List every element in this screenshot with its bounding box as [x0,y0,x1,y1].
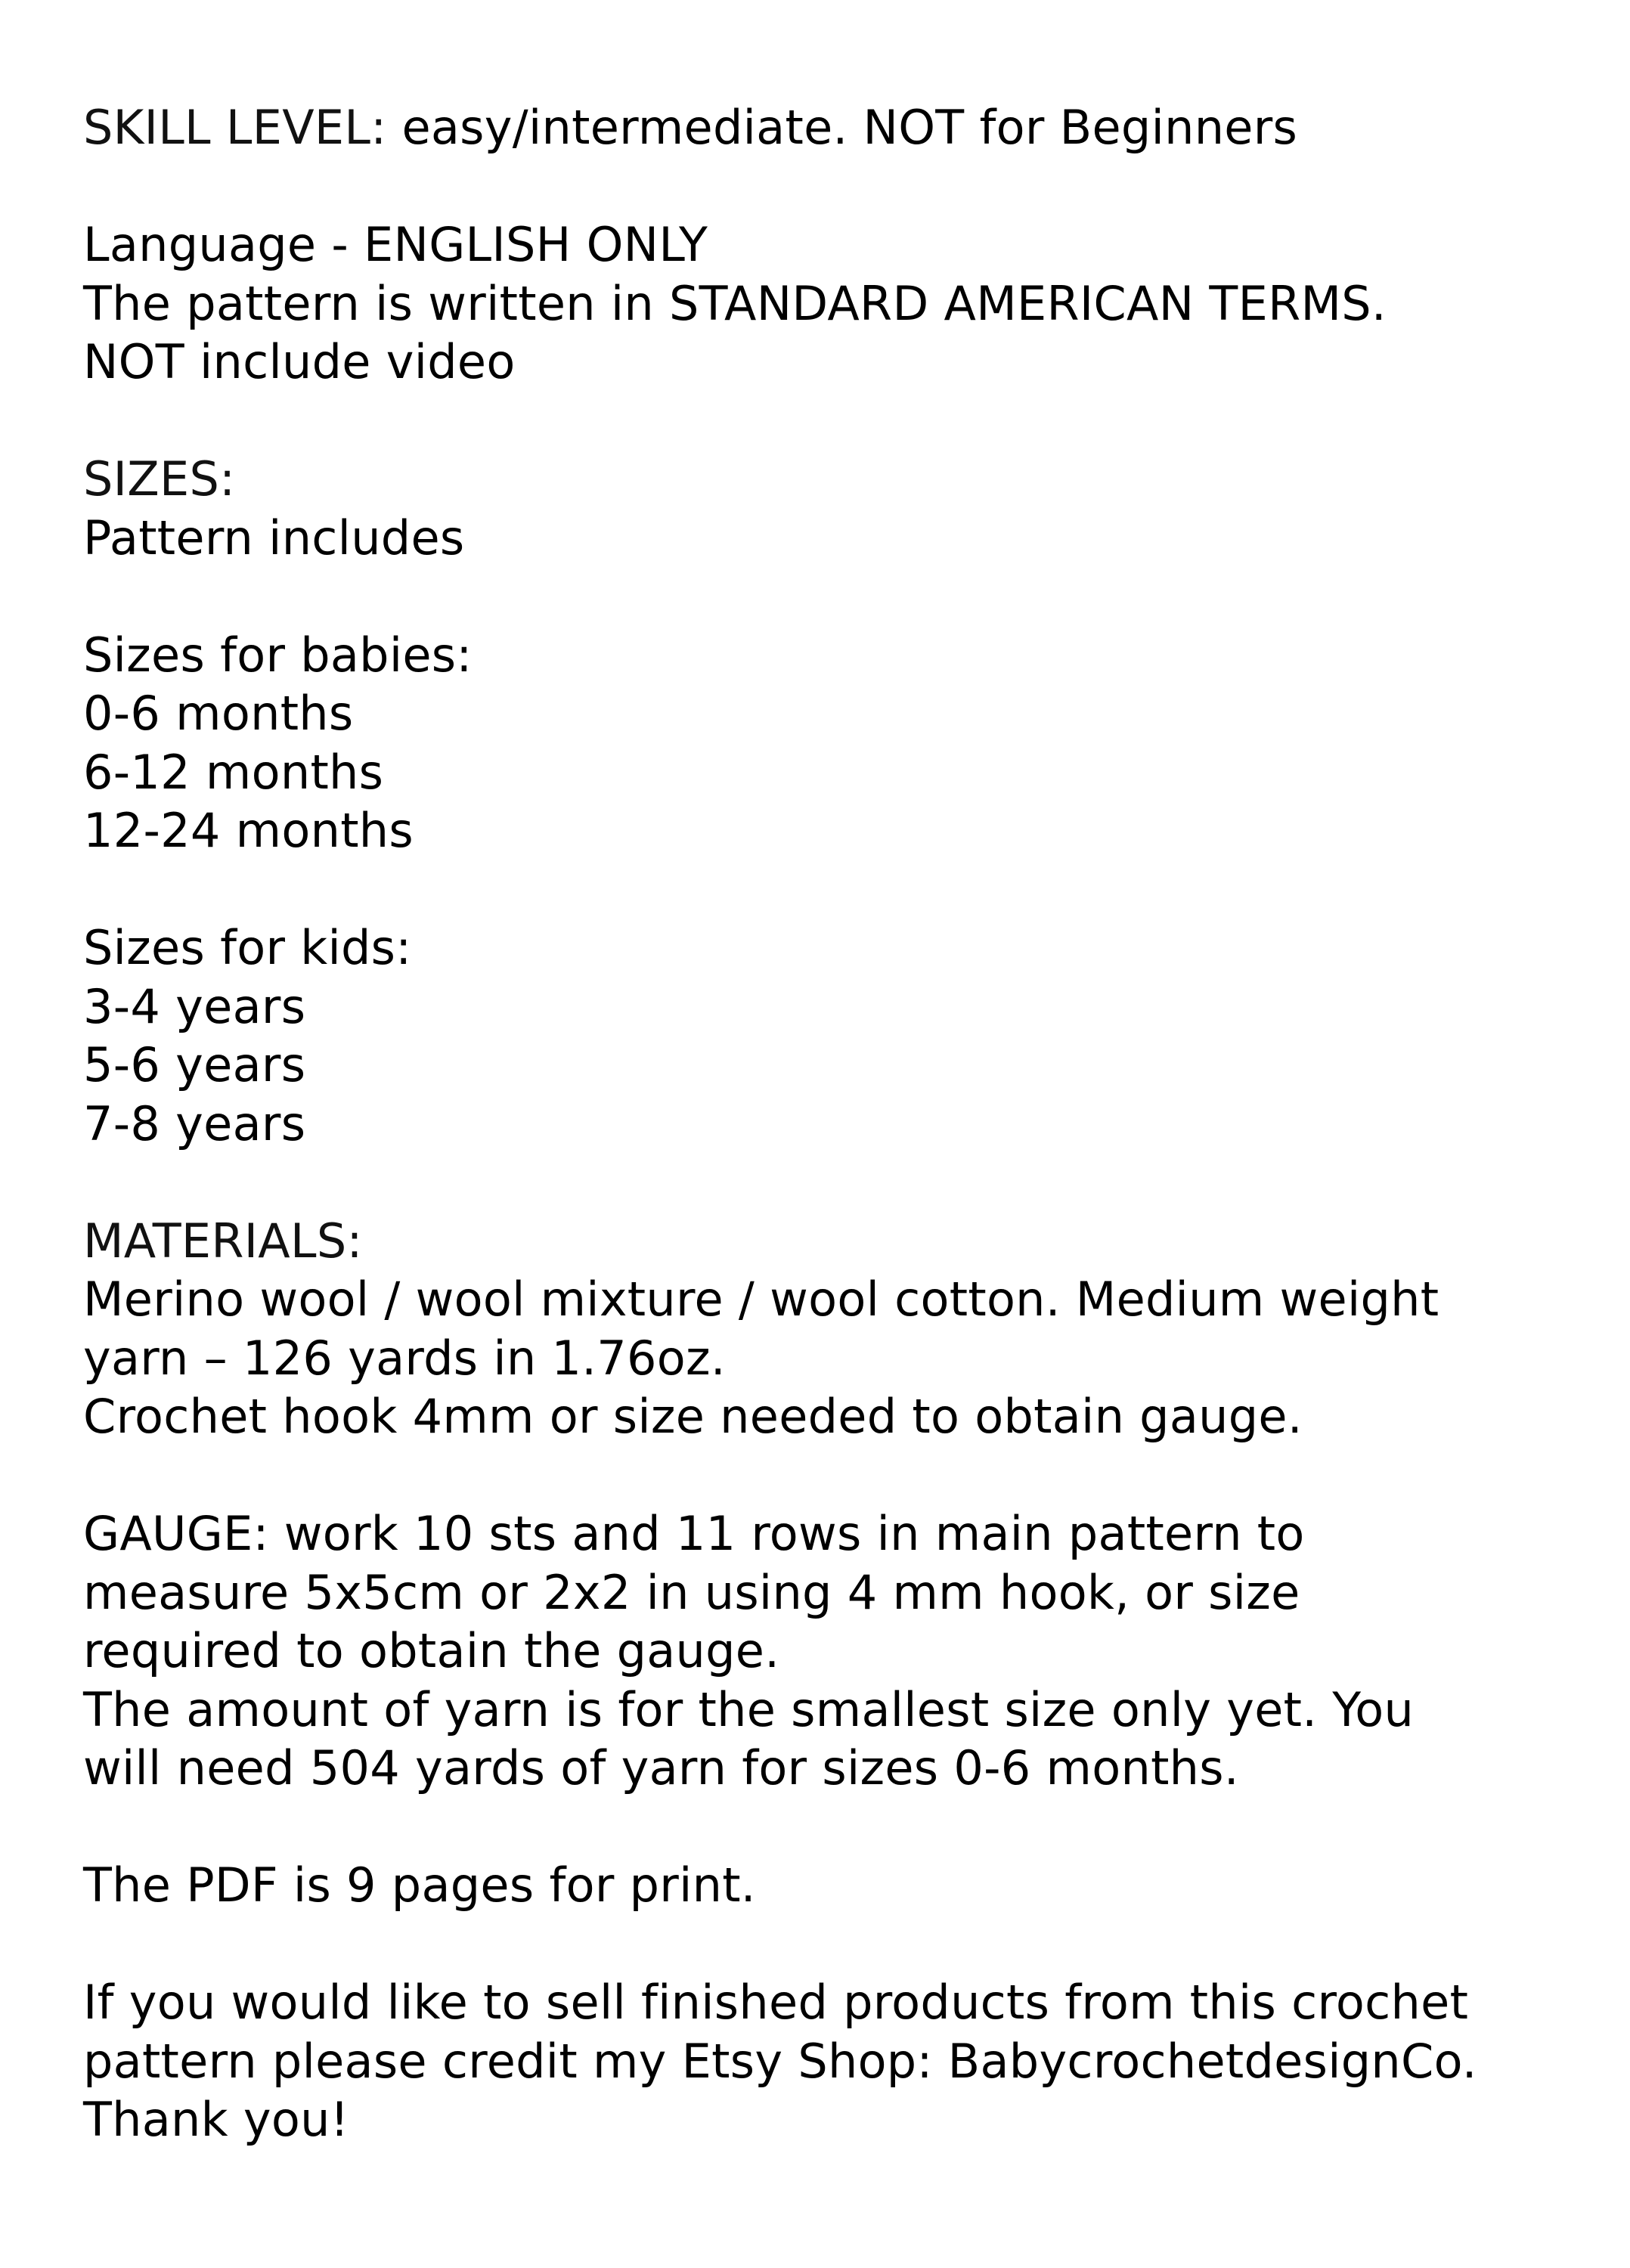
materials-line: Merino wool / wool mixture / wool cotton. Medium weight [83,1272,1439,1327]
kid-size-item: 5-6 years [83,1037,306,1092]
language-line: Language - ENGLISH ONLY [83,217,708,272]
spacer [83,1153,1580,1212]
spacer [83,392,1580,451]
pattern-info-document [83,98,1580,2149]
video-line: NOT include video [83,334,516,389]
skill-level-line [83,98,1580,157]
baby-size-item: 6-12 months [83,744,384,800]
gauge-line: required to obtain the gauge. [83,1623,780,1678]
spacer [83,1798,1580,1857]
skill-level-label: SKILL LEVEL: [83,100,387,155]
materials-heading: MATERIALS: [83,1213,363,1269]
spacer [83,157,1580,216]
terms-line: The pattern is written in STANDARD AMERICAN TERMS. [83,275,1387,331]
sizes-intro: Pattern includes [83,510,465,565]
kid-size-item: 7-8 years [83,1095,306,1151]
baby-size-item: 0-6 months [83,686,354,741]
kid-size-item: 3-4 years [83,978,306,1034]
thank-you-line: Thank you! [83,2092,349,2147]
materials-line: Crochet hook 4mm or size needed to obtain gauge. [83,1389,1303,1444]
gauge-line: GAUGE: work 10 sts and 11 rows in main pattern to [83,1506,1305,1561]
skill-level-value: easy/intermediate. NOT for Beginners [386,100,1298,155]
spacer [83,567,1580,626]
yarn-amount-line: will need 504 yards of yarn for sizes 0-6 months. [83,1740,1239,1796]
yarn-amount-line: The amount of yarn is for the smallest size only yet. You [83,1681,1415,1737]
baby-size-item: 12-24 months [83,803,414,858]
spacer [83,1446,1580,1505]
gauge-line: measure 5x5cm or 2x2 in using 4 mm hook, or size [83,1564,1300,1620]
kids-sizes-heading: Sizes for kids: [83,920,412,975]
credit-line: pattern please credit my Etsy Shop: BabycrochetdesignCo. [83,2033,1477,2089]
pdf-pages-line: The PDF is 9 pages for print. [83,1857,756,1913]
materials-line: yarn – 126 yards in 1.76oz. [83,1330,726,1386]
babies-sizes-heading: Sizes for babies: [83,627,473,683]
spacer [83,860,1580,919]
sizes-heading: SIZES: [83,451,236,507]
spacer [83,1915,1580,1974]
credit-line: If you would like to sell finished products from this crochet [83,1975,1469,2030]
